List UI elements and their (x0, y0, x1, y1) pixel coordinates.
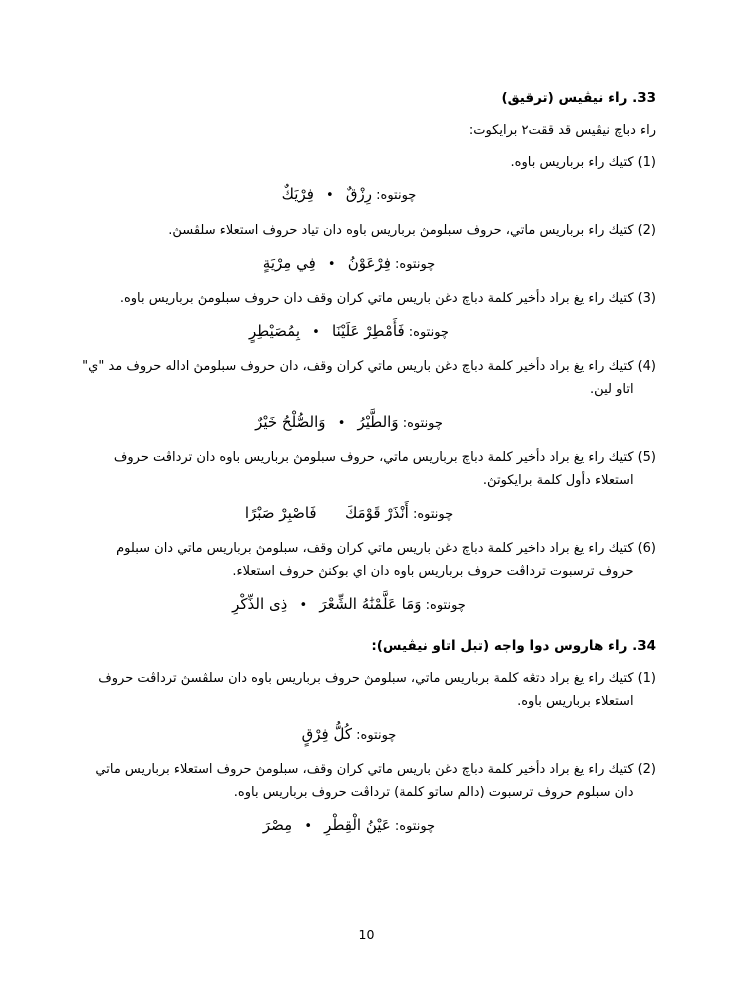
list-item-number: (1) (637, 671, 656, 687)
list-item-text: كتيك راء يغ براد دأخير كلمة دباچ دغن باريس ماتي كران وقف، دان حروف سبلومڽ اداله حروف مد "ي" اتاو لين. (82, 359, 634, 398)
list-item (78, 759, 656, 805)
example-word: رِزْقٌ (345, 185, 372, 204)
example-label: چونتوه: (394, 818, 436, 834)
example-separator-icon: • (327, 256, 336, 272)
example-word: مِصْرَ (262, 815, 293, 834)
page-number: 10 (358, 927, 375, 942)
list-item-number: (1) (637, 154, 656, 170)
example-block (78, 719, 656, 751)
example-word: وَالطَّيْرُ (357, 412, 399, 431)
example-separator-icon: • (337, 415, 346, 431)
example-word: وَالصُّلْحُ خَيْرٌ (255, 412, 326, 431)
list-item-text: كتيك راء برباريس ماتي، حروف سبلومڽ برباريس باوه دان تياد حروف استعلاء سلڤسڽ. (168, 222, 634, 238)
example-separator-icon: • (326, 188, 334, 204)
list-item-text: كتيك راء برباريس باوه. (510, 154, 634, 170)
section-34-heading: 34. راء هاروس دوا واجه (تبل اتاو نيڤيس): (371, 638, 656, 655)
list-item-number: (4) (637, 359, 656, 375)
section-33-heading: 33. راء نيڤيس (ترقيق) (501, 90, 656, 106)
example-block (78, 248, 656, 280)
list-item-text: كتيك راء يغ براد دأخير كلمة دباچ دغن باريس ماتي كران وقف دان حروف سبلومڽ برباريس باوه. (119, 291, 634, 307)
list-item-number: (2) (637, 762, 656, 778)
example-word: فِرْيَكٌ (281, 185, 314, 204)
example-block (78, 589, 656, 621)
example-word: بِمُصَيْطِرٍ (249, 321, 300, 340)
list-item (78, 288, 656, 311)
example-separator-icon: • (312, 324, 320, 340)
example-word: كُلُّ فِرْقٍ (301, 724, 352, 743)
example-label: چونتوه: (395, 256, 436, 272)
example-label: چونتوه: (412, 506, 454, 522)
example-word: فَأَمْطِرْ عَلَيْنَا (331, 321, 405, 340)
list-item (78, 447, 656, 493)
example-block (78, 407, 656, 439)
list-item-text: كتيك راء يغ براد دأخير كلمة دباچ دغن باريس ماتي كران وقف، سبلومڽ حروف استعلاء برباريس ماتي دان سبلوم حروف ترسبوت (دالم ساتو كلمة) ترداڤت حروف برباريس باوه. (95, 762, 634, 801)
list-item-text: كتيك راء يغ براد دأخير كلمة دباچ برباريس ماتي، حروف سبلومڽ برباريس باوه دان ترداڤت حروف استعلاء دأول كلمة برايكوتڽ. (113, 450, 634, 489)
example-separator-icon: • (299, 597, 308, 613)
list-item-number: (2) (637, 222, 656, 238)
example-word: ذِى الذِّكْرِ (232, 594, 288, 613)
list-item-number: (6) (637, 541, 656, 557)
list-item (78, 152, 656, 175)
example-block (78, 179, 656, 211)
list-item-number: (3) (637, 291, 656, 307)
list-item-number: (5) (637, 450, 656, 466)
example-label: چونتوه: (425, 597, 466, 613)
example-label: چونتوه: (356, 727, 397, 743)
list-item (78, 356, 656, 402)
list-item (78, 220, 656, 243)
example-separator-icon: • (304, 818, 313, 834)
example-word: عَيْنُ الْقِطْرِ (324, 815, 391, 834)
example-word: فِرْعَوْنُ (347, 253, 391, 272)
page-content (78, 88, 656, 850)
list-item (78, 668, 656, 714)
example-block (78, 810, 656, 842)
list-item (78, 538, 656, 584)
example-word: فَاصْبِرْ صَبْرًا (244, 503, 317, 522)
example-label: چونتوه: (376, 188, 417, 204)
list-item-text: كتيك راء يغ براد داخير كلمة دباچ دغن باريس ماتي كران وقف، سبلومڽ برباريس ماتي دان سبلوم حروف ترسبوت ترداڤت حروف برباريس باوه دان اي بوكنڽ حروف استعلاء. (116, 541, 634, 580)
list-item-text: كتيك راء يغ براد دتڠه كلمة برباريس ماتي، سبلومڽ حروف برباريس باوه دان سلڤسڽ ترداڤت حروف استعلاء برباريس باوه. (98, 671, 634, 710)
example-word: أَنْذَرْ قَوْمَكَ (345, 503, 409, 522)
example-block (78, 316, 656, 348)
example-separator-icon (321, 501, 341, 528)
example-block (78, 498, 656, 530)
example-word: وَمَا عَلَّمْنَٰهُ الشِّعْرَ (319, 594, 422, 613)
example-label: چونتوه: (408, 324, 449, 340)
example-word: فِي مِرْيَةٍ (262, 253, 316, 272)
example-label: چونتوه: (402, 415, 443, 431)
section-33-lead: راء دباچ نيڤيس قد ققت٢ برايكوت: (468, 122, 656, 138)
